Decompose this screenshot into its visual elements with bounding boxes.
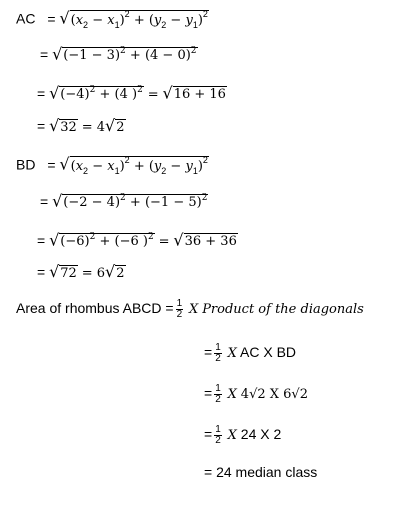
sqrt-symbol: √ (162, 83, 173, 103)
sqrt-radicand: $(-6)^2 + (-6$ )$^2$ (60, 232, 154, 250)
area-formula-line: Area of rhombus ABCD = $\frac{1}{2}$ X Product of the diagonals (16, 298, 364, 320)
ac-step-3: = √32 = 4√2 (37, 116, 125, 135)
sqrt-symbol: √ (52, 191, 63, 211)
sqrt-symbol: √ (49, 262, 60, 281)
fraction-half: $\frac{1}{2}$ (176, 298, 183, 320)
equals-sign: = (47, 10, 56, 27)
sqrt-symbol: √ (52, 44, 63, 64)
area-step-1: = $\frac{1}{2}$ X AC X BD (204, 342, 297, 364)
equals-sign: = (40, 46, 49, 63)
equals-sign: = (204, 426, 213, 443)
area-result: = 24 median class (204, 464, 318, 480)
ac-label: AC (16, 10, 36, 27)
equals-sign: = (37, 264, 46, 280)
sqrt-radicand: 16 + 16 (173, 87, 226, 103)
equals-sign: = (37, 118, 46, 134)
sqrt-radicand: 2 (116, 120, 125, 135)
area-step-3: = $\frac{1}{2}$ X 24 X 2 (204, 424, 282, 446)
sqrt-symbol: √ (59, 154, 70, 174)
equals-sign: = (37, 85, 46, 102)
sqrt-symbol: √ (105, 116, 116, 135)
sqrt-symbol: √ (105, 262, 116, 281)
sqrt-radicand: 32 (60, 120, 77, 135)
sqrt-radicand: 2 (116, 266, 125, 281)
sqrt-radicand: $(-4)^2 + (4$ )$^2$ (60, 85, 143, 103)
sqrt-radicand: $(x_2 - x_1)^2 + (y_2 - y_1)^2$ (70, 9, 208, 30)
sqrt-symbol: √ (173, 230, 184, 250)
sqrt-radicand: 72 (60, 266, 77, 281)
equals-sign: = (37, 232, 46, 249)
equals-sign: = (204, 385, 213, 402)
sqrt-radicand: $(-2 - 4)^2 + (-1 - 5)^2$ (63, 193, 208, 211)
area-label: Area of rhombus ABCD = (16, 300, 174, 317)
ac-step-1 (40, 43, 198, 65)
bd-label: BD (16, 156, 36, 173)
sqrt-symbol: √ (49, 230, 60, 250)
bd-step-2: = $√(-6)^2 + (-6$ )$^2$ = √36 + 36 (37, 230, 237, 250)
equals-sign: = (204, 344, 213, 361)
ac-step-2: = $√(-4)^2 + (4$ )$^2$ = √16 + 16 (37, 83, 226, 103)
ac-formula-line (16, 6, 209, 33)
area-description: Product of the diagonals (202, 302, 364, 318)
bd-formula-line (16, 152, 209, 179)
equals-sign: = (40, 193, 49, 210)
sqrt-symbol: √ (49, 116, 60, 135)
sqrt-symbol: √ (49, 83, 60, 103)
fraction-half: $\frac{1}{2}$ (215, 342, 221, 364)
equals-sign: = (47, 156, 56, 173)
sqrt-radicand: $(x_2 - x_1)^2 + (y_2 - y_1)^2$ (70, 155, 208, 176)
fraction-half: $\frac{1}{2}$ (215, 383, 221, 405)
sqrt-symbol: √ (59, 8, 70, 28)
bd-step-3: = √72 = 6√2 (37, 262, 125, 281)
fraction-half: $\frac{1}{2}$ (215, 424, 221, 446)
area-step-2: = $\frac{1}{2}$ X 4√2 X 6√2 (204, 383, 308, 405)
sqrt-radicand: $(-1 - 3)^2 + (4 - 0)^2$ (63, 46, 197, 64)
bd-step-1 (40, 190, 208, 212)
sqrt-radicand: 36 + 36 (184, 234, 237, 250)
